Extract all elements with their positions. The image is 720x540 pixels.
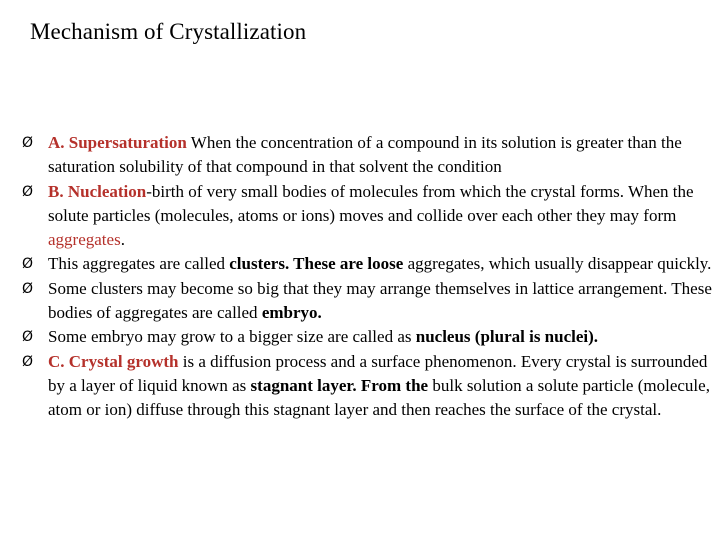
bullet-supersaturation bbox=[22, 131, 714, 180]
term-supersaturation: A. Supersaturation bbox=[48, 133, 187, 152]
bullet-nucleus bbox=[22, 325, 714, 349]
arrow-bullet-icon: Ø bbox=[22, 256, 34, 273]
arrow-bullet-icon: Ø bbox=[22, 183, 34, 200]
term-aggregates: aggregates bbox=[48, 230, 121, 250]
arrow-bullet-icon: Ø bbox=[22, 329, 34, 346]
bullet-clusters bbox=[22, 252, 714, 276]
bullet-text: Some clusters may become so big that they may arrange themselves in lattice arrangement. These bodies of aggregates are called bbox=[48, 278, 712, 323]
bullet-crystal-growth bbox=[22, 350, 714, 423]
slide-title: Mechanism of Crystallization bbox=[30, 19, 307, 44]
arrow-bullet-icon: Ø bbox=[22, 135, 34, 151]
bullet-text: . bbox=[120, 230, 125, 250]
bullet-text: is a diffusion process and a surface phenomenon. Every crystal is surrounded by a layer of liquid known as bbox=[48, 351, 708, 395]
bullet-text: bulk solution a solute particle (molecule, atom or ion) diffuse through this stagnant layer and then reaches the surface of the crystal. bbox=[48, 375, 710, 420]
arrow-bullet-icon: Ø bbox=[22, 353, 34, 370]
term-crystal-growth: C. Crystal growth bbox=[48, 351, 179, 371]
bullet-nucleation bbox=[22, 180, 714, 253]
bullet-text: -birth of very small bodies of molecules from which the crystal forms. When the solute particles (molecules, atoms or ions) moves and collide over each other they may form bbox=[48, 181, 694, 225]
arrow-bullet-icon: Ø bbox=[22, 280, 34, 297]
bullet-embryo bbox=[22, 277, 714, 326]
bullet-text: When the concentration of a compound in its solution is greater than the saturation solubility of that compound in that solvent the condition bbox=[48, 133, 682, 177]
term-nucleation: B. Nucleation bbox=[48, 181, 147, 201]
bullet-text: aggregates, which usually disappear quickly. bbox=[403, 254, 712, 274]
bullet-text: This aggregates are called bbox=[48, 254, 230, 274]
term-embryo: embryo. bbox=[261, 303, 322, 323]
bullet-text: Some embryo may grow to a bigger size are called as bbox=[48, 327, 416, 347]
term-clusters: clusters. These are loose bbox=[229, 254, 404, 274]
term-nucleus: nucleus (plural is nuclei). bbox=[415, 327, 599, 347]
bullet-list bbox=[22, 131, 714, 423]
term-stagnant-layer: stagnant layer. From the bbox=[250, 375, 429, 395]
